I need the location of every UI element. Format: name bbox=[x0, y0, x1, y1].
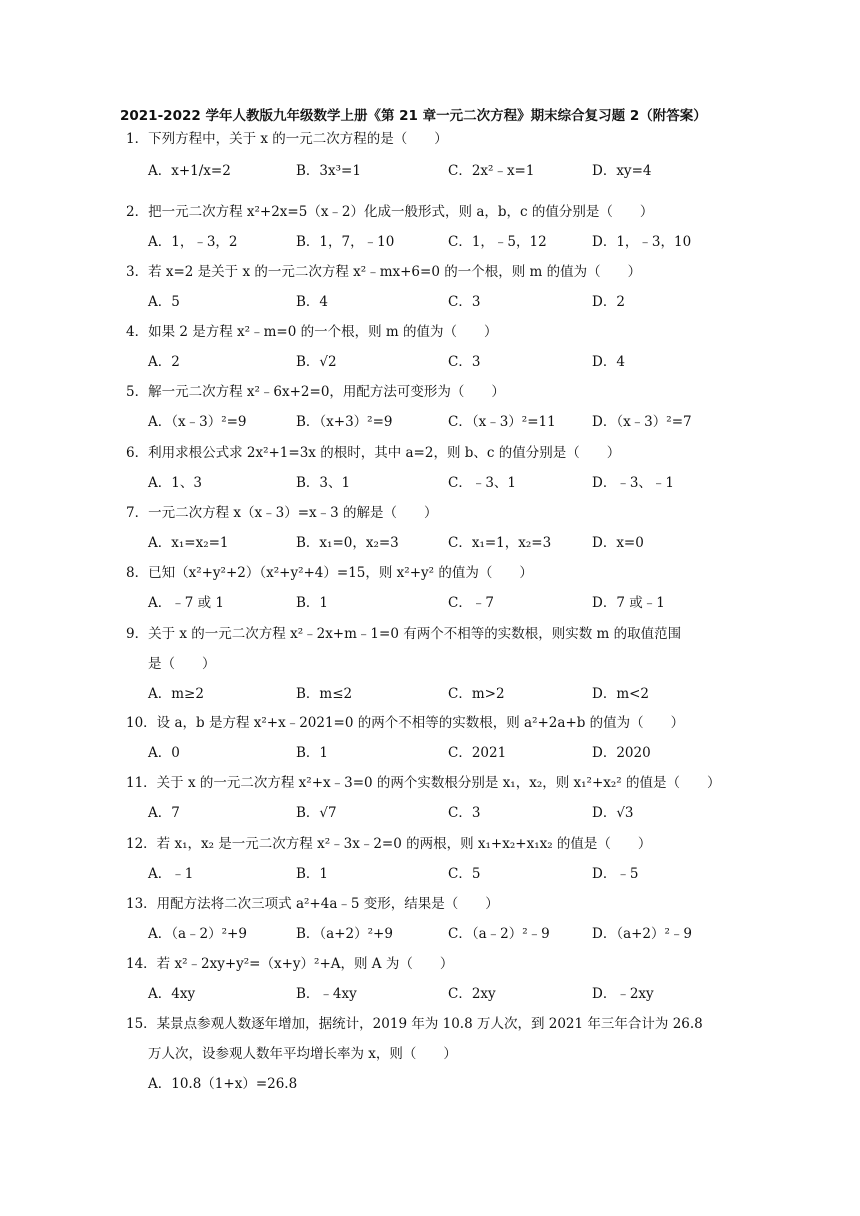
option-d: D．1，﹣3，10 bbox=[592, 234, 692, 250]
option-c: C．3 bbox=[448, 805, 481, 821]
question-stem: 6．利用求根公式求 2x²+1=3x 的根时，其中 a=2，则 b、c 的值分别是（ ） bbox=[126, 445, 621, 461]
options-row bbox=[148, 160, 768, 182]
question-stem: 5．解一元二次方程 x²﹣6x+2=0，用配方法可变形为（ ） bbox=[126, 384, 505, 400]
option-d: D．√3 bbox=[592, 805, 634, 821]
option-c: C．2xy bbox=[448, 986, 496, 1002]
option-a: A．1，﹣3，2 bbox=[148, 234, 238, 250]
option-b: B．﹣4xy bbox=[296, 986, 357, 1002]
option-a: A．7 bbox=[148, 805, 180, 821]
option-b: B．1 bbox=[296, 745, 329, 761]
option-a: A．﹣7 或 1 bbox=[148, 595, 225, 611]
option-a: A．m≥2 bbox=[148, 686, 204, 702]
option-b: B．√7 bbox=[296, 805, 337, 821]
options-row bbox=[148, 1073, 768, 1095]
option-c: C．m>2 bbox=[448, 686, 505, 702]
question-stem: 15．某景点参观人数逐年增加，据统计，2019 年为 10.8 万人次，到 2021 年三年合计为 26.8 bbox=[126, 1016, 703, 1032]
question-stem: 7．一元二次方程 x（x﹣3）=x﹣3 的解是（ ） bbox=[126, 505, 438, 521]
options-row bbox=[148, 683, 768, 705]
option-a: A．（x﹣3）²=9 bbox=[148, 414, 247, 430]
option-d: D．﹣2xy bbox=[592, 986, 654, 1002]
option-a: A．2 bbox=[148, 354, 180, 370]
option-b: B．1 bbox=[296, 866, 329, 882]
options-row bbox=[148, 802, 768, 824]
option-b: B．（a+2）²+9 bbox=[296, 926, 393, 942]
options-row bbox=[148, 472, 768, 494]
question-stem: 11．关于 x 的一元二次方程 x²+x﹣3=0 的两个实数根分别是 x₁，x₂，则 x₁²+x₂² 的值是（ ） bbox=[126, 775, 721, 791]
option-c: C．1，﹣5，12 bbox=[448, 234, 547, 250]
option-b: B．4 bbox=[296, 294, 329, 310]
option-b: B．3x³=1 bbox=[296, 163, 361, 179]
options-row bbox=[148, 351, 768, 373]
option-d: D．7 或﹣1 bbox=[592, 595, 665, 611]
option-a: A．1、3 bbox=[148, 475, 202, 491]
question-stem: 12．若 x₁，x₂ 是一元二次方程 x²﹣3x﹣2=0 的两根，则 x₁+x₂+x₁x₂ 的值是（ ） bbox=[126, 836, 652, 852]
option-a: A．0 bbox=[148, 745, 180, 761]
option-a: A．x+1/x=2 bbox=[148, 163, 231, 179]
option-a: A．﹣1 bbox=[148, 866, 194, 882]
question-stem: 10．设 a，b 是方程 x²+x﹣2021=0 的两个不相等的实数根，则 a²+2a+b 的值为（ ） bbox=[126, 715, 685, 731]
options-row bbox=[148, 923, 768, 945]
option-b: B．m≤2 bbox=[296, 686, 353, 702]
question-stem-continued: 是（ ） bbox=[148, 656, 216, 672]
option-b: B．1 bbox=[296, 595, 329, 611]
options-row bbox=[148, 742, 768, 764]
question-stem: 9．关于 x 的一元二次方程 x²﹣2x+m﹣1=0 有两个不相等的实数根，则实数 m 的取值范围 bbox=[126, 626, 682, 642]
option-b: B．3、1 bbox=[296, 475, 351, 491]
question-stem: 13．用配方法将二次三项式 a²+4a﹣5 变形，结果是（ ） bbox=[126, 896, 499, 912]
question-stem: 3．若 x=2 是关于 x 的一元二次方程 x²﹣mx+6=0 的一个根，则 m 的值为（ ） bbox=[126, 264, 642, 280]
options-row bbox=[148, 532, 768, 554]
question-stem: 1．下列方程中，关于 x 的一元二次方程的是（ ） bbox=[126, 131, 448, 147]
option-a: A．10.8（1+x）=26.8 bbox=[148, 1076, 298, 1092]
option-d: D．﹣5 bbox=[592, 866, 639, 882]
question-stem: 4．如果 2 是方程 x²﹣m=0 的一个根，则 m 的值为（ ） bbox=[126, 324, 498, 340]
option-a: A．x₁=x₂=1 bbox=[148, 535, 229, 551]
option-b: B．x₁=0，x₂=3 bbox=[296, 535, 399, 551]
option-d: D．2 bbox=[592, 294, 625, 310]
option-a: A．4xy bbox=[148, 986, 196, 1002]
option-d: D．4 bbox=[592, 354, 625, 370]
option-b: B．（x+3）²=9 bbox=[296, 414, 393, 430]
option-c: C．﹣7 bbox=[448, 595, 494, 611]
options-row bbox=[148, 291, 768, 313]
options-row bbox=[148, 411, 768, 433]
option-d: D．2020 bbox=[592, 745, 651, 761]
option-c: C．3 bbox=[448, 354, 481, 370]
question-stem: 8．已知（x²+y²+2）（x²+y²+4）=15，则 x²+y² 的值为（ ） bbox=[126, 565, 533, 581]
options-row bbox=[148, 592, 768, 614]
option-c: C．（a﹣2）²﹣9 bbox=[448, 926, 550, 942]
options-row bbox=[148, 863, 768, 885]
option-d: D．xy=4 bbox=[592, 163, 652, 179]
option-d: D．（x﹣3）²=7 bbox=[592, 414, 692, 430]
page-title: 2021-2022 学年人教版九年级数学上册《第 21 章一元二次方程》期末综合复习题 2（附答案） bbox=[120, 108, 707, 124]
option-d: D．m<2 bbox=[592, 686, 650, 702]
option-d: D．（a+2）²﹣9 bbox=[592, 926, 693, 942]
question-stem: 14．若 x²﹣2xy+y²=（x+y）²+A，则 A 为（ ） bbox=[126, 956, 454, 972]
option-c: C．﹣3、1 bbox=[448, 475, 517, 491]
option-c: C．5 bbox=[448, 866, 481, 882]
option-d: D．﹣3、﹣1 bbox=[592, 475, 675, 491]
option-b: B．√2 bbox=[296, 354, 337, 370]
option-c: C．（x﹣3）²=11 bbox=[448, 414, 556, 430]
option-a: A．5 bbox=[148, 294, 180, 310]
option-b: B．1，7，﹣10 bbox=[296, 234, 395, 250]
option-d: D．x=0 bbox=[592, 535, 644, 551]
question-stem: 2．把一元二次方程 x²+2x=5（x﹣2）化成一般形式，则 a，b，c 的值分别是（ ） bbox=[126, 204, 654, 220]
option-c: C．2021 bbox=[448, 745, 507, 761]
option-a: A．（a﹣2）²+9 bbox=[148, 926, 247, 942]
option-c: C．3 bbox=[448, 294, 481, 310]
options-row bbox=[148, 983, 768, 1005]
option-c: C．2x²﹣x=1 bbox=[448, 163, 535, 179]
options-row bbox=[148, 231, 768, 253]
question-stem-continued: 万人次，设参观人数年平均增长率为 x，则（ ） bbox=[148, 1046, 457, 1062]
option-c: C．x₁=1，x₂=3 bbox=[448, 535, 552, 551]
